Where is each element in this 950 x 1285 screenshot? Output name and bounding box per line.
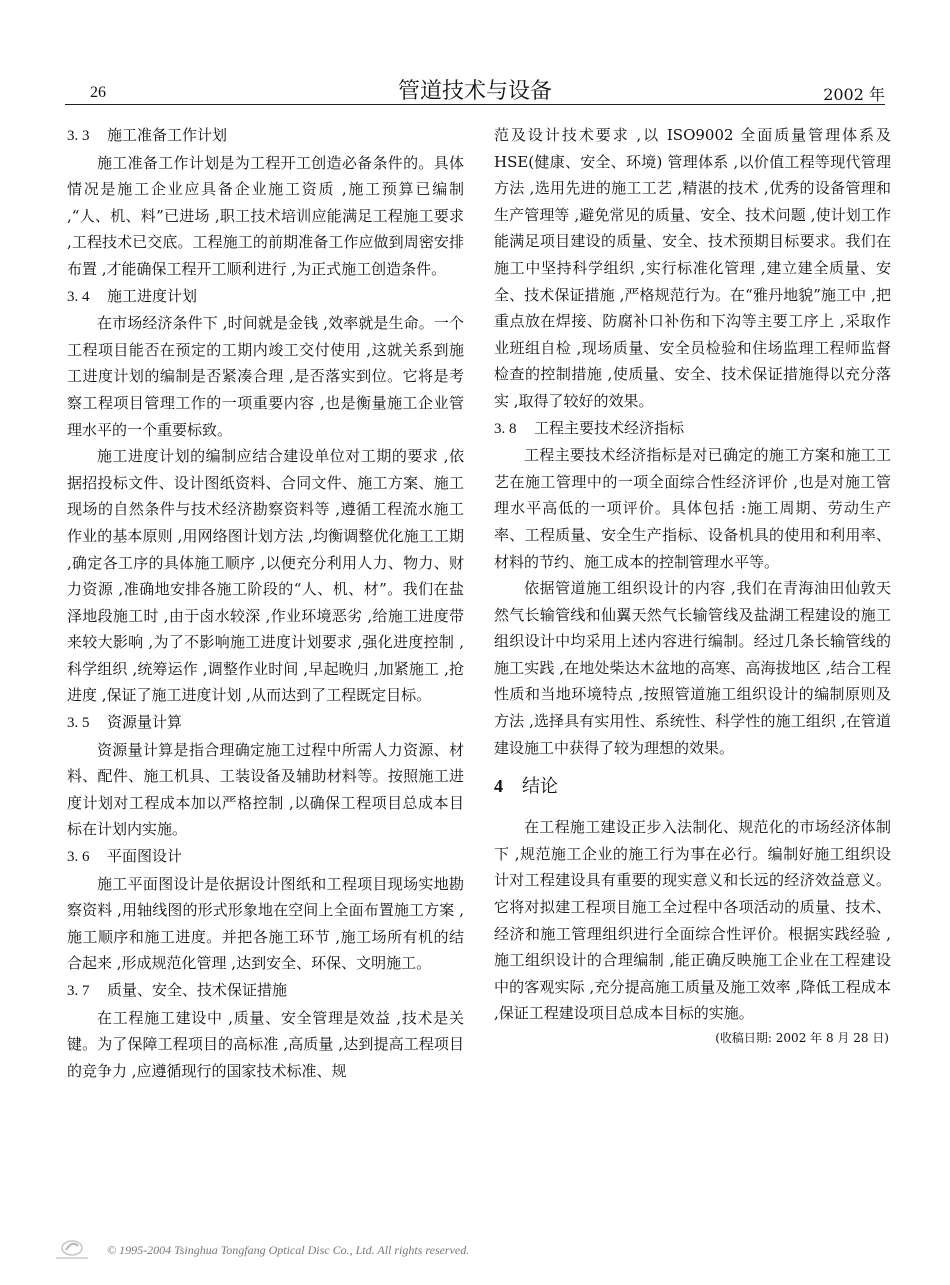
issue-year: 2002 年 — [823, 85, 885, 104]
paragraph: 施工平面图设计是依据设计图纸和工程项目现场实地勘察资料 ,用轴线图的形式形象地在空间上全面布置施工方案 ,施工顺序和施工进度。并把各施工环节 ,施工场所有机的结合起来 ,形成规范化管理 ,达到安全、环保、文明施工。 — [67, 874, 464, 973]
received-date: (收稿日期: 2002 年 8 月 28 日) — [715, 1031, 889, 1045]
section-title: 结论 — [522, 776, 558, 798]
paragraph: 依据管道施工组织设计的内容 ,我们在青海油田仙敦天然气长输管线和仙翼天然气长输管线及盐湖工程建设的施工组织设计中均采用上述内容进行编制。经过几条长输管线的施工实践 ,在地处柴达木盆地的高寒、高海拔地区 ,结合工程性质和当地环境特点 ,按照管道施工组织设计的编制原则及方法 ,选择具有实用性、系统性、科学性的施工组织 ,在管道建设施工中获得了较为理想的效果。 — [494, 579, 891, 757]
paragraph-continued: 范及设计技术要求 ,以 ISO9002 全面质量管理体系及 HSE(健康、安全、环境) 管理体系 ,以价值工程等现代管理方法 ,选用先进的施工工艺 ,精湛的技术 ,优秀的设备管理和生产管理等 ,避免常见的质量、安全、技术问题 ,使计划工作能满足项目建设的质量、安全、技术预期目标要求。我们在施工中坚持科学组织 ,实行标准化管理 ,建立建全质量、安全、技术保证措施 ,严格规范行为。在“雅丹地貌”施工中 ,把重点放在焊接、防腐补口补伤和下沟等主要工序上 ,采取作业班组自检 ,现场质量、安全员检验和住场监理工程师监督检查的控制措施 ,使质量、安全、技术保证措施得以充分落实 ,取得了较好的效果。 — [494, 126, 891, 410]
page-footer — [50, 1238, 750, 1262]
section-title: 质量、安全、技术保证措施 — [107, 981, 288, 999]
running-header — [65, 70, 885, 105]
section-number: 3. 5 — [67, 715, 90, 732]
section-heading-3-3 — [67, 122, 464, 150]
section-heading-3-7 — [67, 977, 464, 1005]
section-heading-3-5 — [67, 709, 464, 737]
paragraph: 施工进度计划的编制应结合建设单位对工期的要求 ,依据招投标文件、设计图纸资料、合同文件、施工方案、施工现场的自然条件与技术经济勘察资料等 ,遵循工程流水施工作业的基本原则 ,用网络图计划方法 ,均衡调整优化施工工期 ,确定各工序的具体施工顺序 ,以便充分利用人力、物力、财力资源 ,准确地安排各施工阶段的“人、机、材”。我们在盐泽地段施工时 ,由于卤水较深 ,作业环境恶劣 ,给施工进度带来较大影响 ,为了不影响施工进度计划要求 ,强化进度控制 ,科学组织 ,统筹运作 ,调整作业时间 ,早起晚归 ,加紧施工 ,抢进度 ,保证了施工进度计划 ,从而达到了工程既定目标。 — [67, 447, 464, 705]
section-number: 3. 7 — [67, 983, 90, 999]
paragraph: 资源量计算是指合理确定施工过程中所需人力资源、材料、配件、施工机具、工装设备及辅助材料等。按照施工进度计划对工程成本加以严格控制 ,以确保工程项目总成本目标在计划内实施。 — [67, 740, 464, 839]
section-number: 3. 4 — [67, 288, 90, 305]
section-title: 资源量计算 — [107, 713, 183, 732]
section-title: 工程主要技术经济指标 — [534, 418, 685, 437]
section-number: 3. 3 — [67, 128, 90, 144]
section-heading-3-4 — [67, 283, 464, 311]
section-number: 3. 8 — [494, 420, 517, 437]
section-number: 4 — [494, 776, 503, 797]
section-title: 施工进度计划 — [107, 286, 198, 305]
section-number: 3. 6 — [67, 849, 90, 866]
page-number: 26 — [90, 84, 106, 101]
section-heading-3-8 — [494, 415, 891, 443]
section-heading-4 — [494, 771, 891, 802]
section-heading-3-6 — [67, 843, 464, 871]
paragraph: 在工程施工建设正步入法制化、规范化的市场经济体制下 ,规范施工企业的施工行为事在必行。编制好施工组织设计对工程建设具有重要的现实意义和长远的经济效益意义。它将对拟建工程项目施工全过程中各项活动的质量、技术、经济和施工管理组织进行全面综合性评价。根据实践经验 ,施工组织设计的合理编制 ,能正确反映施工企业在工程建设中的客观实际 ,充分提高施工质量及施工效率 ,降低工程成本 ,保证工程建设项目总成本目标的实施。 — [494, 818, 891, 1023]
paragraph: 工程主要技术经济指标是对已确定的施工方案和施工工艺在施工管理中的一项全面综合性经济评价 ,也是对施工管理水平高低的一项评价。具体包括 :施工周期、劳动生产率、工程质量、安全生产指标、设备机具的使用和利用率、材料的节约、施工成本的控制管理水平等。 — [494, 446, 891, 571]
paragraph: 在工程施工建设中 ,质量、安全管理是效益 ,技术是关键。为了保障工程项目的高标准 ,高质量 ,达到提高工程项目的竞争力 ,应遵循现行的国家技术标准、规 — [67, 1008, 464, 1080]
paragraph: 施工准备工作计划是为工程开工创造必备条件的。具体情况是施工企业应具备企业施工资质 ,施工预算已编制 ,“人、机、料”已进场 ,职工技术培训应能满足工程施工要求 ,工程技术已交底。工程施工的前期准备工作应做到周密安排布置 ,才能确保工程开工顺利进行 ,为正式施工创造条件。 — [67, 153, 464, 278]
journal-title: 管道技术与设备 — [397, 79, 552, 104]
left-column — [67, 122, 464, 1084]
right-column — [494, 122, 891, 1049]
publisher-logo-icon — [50, 1238, 94, 1262]
paragraph: 在市场经济条件下 ,时间就是金钱 ,效率就是生命。一个工程项目能否在预定的工期内竣工交付使用 ,这就关系到施工进度计划的编制是否紧凑合理 ,是否落实到位。它将是考察工程项目管理工作的一项重要内容 ,也是衡量施工企业管理水平的一个重要标致。 — [67, 314, 464, 439]
copyright-notice: © 1995-2004 Tsinghua Tongfang Optical Disc Co., Ltd. All rights reserved. — [107, 1243, 470, 1257]
section-title: 平面图设计 — [107, 847, 183, 866]
section-title: 施工准备工作计划 — [107, 126, 228, 144]
